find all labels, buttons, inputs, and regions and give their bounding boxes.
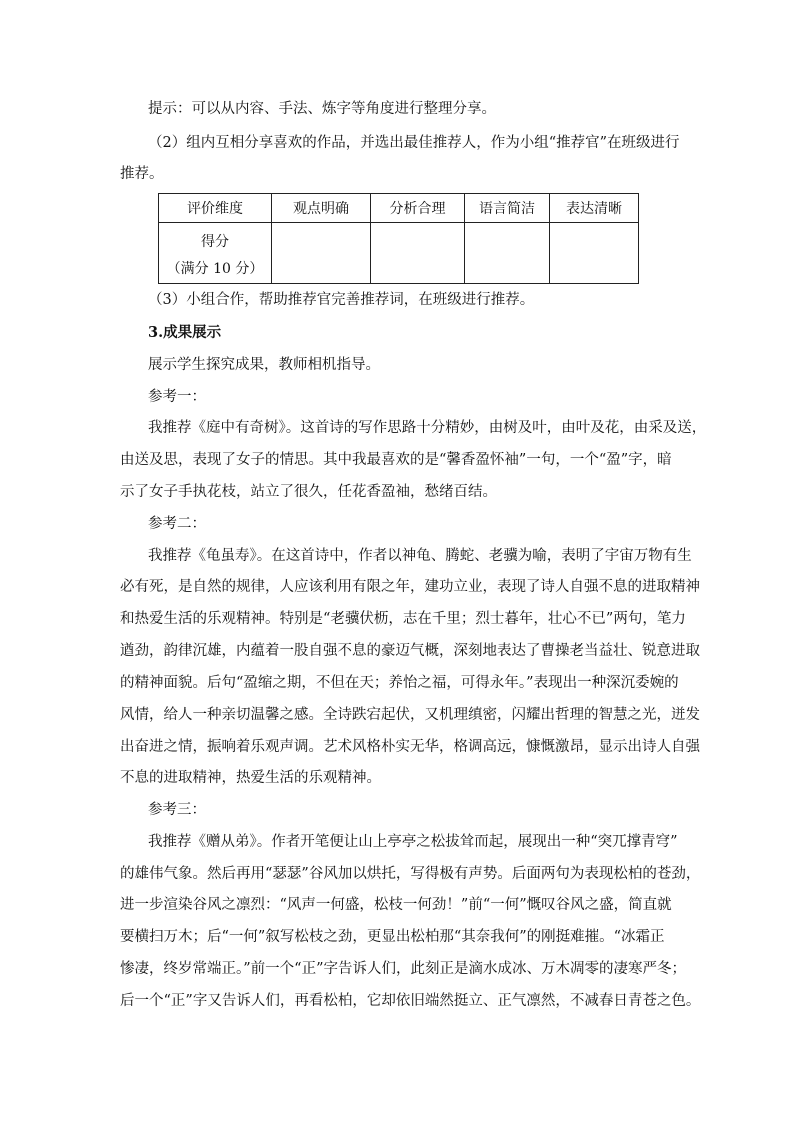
table-header-cell: 表达清晰 — [550, 194, 639, 223]
reference-3-label: 参考三： — [148, 802, 206, 818]
body-line: 不息的进取精神，热爱生活的乐观精神。 — [120, 770, 381, 786]
score-cell — [465, 223, 550, 284]
hint-line: 提示：可以从内容、手法、炼字等角度进行整理分享。 — [148, 101, 496, 117]
evaluation-table — [158, 193, 639, 284]
table-row — [159, 223, 639, 284]
reference-2-label: 参考二： — [148, 516, 206, 532]
body-line: 必有死，是自然的规律，人应该利用有限之年，建功立业，表现了诗人自强不息的进取精神 — [120, 579, 700, 595]
reference-1-label: 参考一： — [148, 389, 206, 405]
score-label-cell — [159, 223, 272, 284]
score-label: 得分 — [201, 234, 229, 250]
section-heading: 3.成果展示 — [148, 324, 222, 341]
body-line: 要横扫万木；后“一何”叙写松枝之劲，更显出松柏那“其奈我何”的刚挺难摧。“冰霜正 — [120, 929, 665, 945]
score-cell — [371, 223, 465, 284]
table-header-cell: 分析合理 — [371, 194, 465, 223]
body-line: 惨凄，终岁常端正。”前一个“正”字告诉人们，此刻正是滴水成冰、万木凋零的凄寒严冬； — [120, 961, 686, 977]
body-line: 我推荐《赠从弟》。作者开笔便让山上亭亭之松拔耸而起，展现出一种“突兀撑青穹” — [148, 834, 678, 850]
table-header-cell: 观点明确 — [272, 194, 371, 223]
step-2-line-1: （2）组内互相分享喜欢的作品，并选出最佳推荐人，作为小组“推荐官”在班级进行 — [148, 135, 680, 151]
body-line: 的雄伟气象。然后再用“瑟瑟”谷风加以烘托，写得极有声势。后面两句为表现松柏的苍劲， — [120, 866, 701, 882]
body-line: 的精神面貌。后句“盈缩之期，不但在天；养怡之福，可得永年。”表现出一种深沉委婉的 — [120, 675, 679, 691]
table-header-row — [159, 194, 639, 223]
body-line: 出奋进之情，振响着乐观声调。艺术风格朴实无华，格调高远，慷慨激昂，显示出诗人自强 — [120, 739, 700, 755]
table-header-cell: 评价维度 — [159, 194, 272, 223]
body-line: 展示学生探究成果，教师相机指导。 — [148, 357, 380, 373]
step-3-line: （3）小组合作，帮助推荐官完善推荐词，在班级进行推荐。 — [148, 292, 535, 308]
body-line: 和热爱生活的乐观精神。特别是“老骥伏枥，志在千里；烈士暮年，壮心不已”两句，笔力 — [120, 611, 686, 627]
body-line: 后一个“正”字又告诉人们，再看松柏，它却依旧端然挺立、正气凛然，不减春日青苍之色。 — [120, 993, 701, 1009]
score-max-label: （满分 10 分） — [166, 261, 264, 277]
body-line: 示了女子手执花枝，站立了很久，任花香盈袖，愁绪百结。 — [120, 484, 497, 500]
table-header-cell: 语言简洁 — [465, 194, 550, 223]
body-line: 进一步渲染谷风之凛烈：“风声一何盛，松枝一何劲！”前“一何”慨叹谷风之盛，简直就 — [120, 897, 672, 913]
body-line: 遒劲，韵律沉雄，内蕴着一股自强不息的豪迈气概，深刻地表达了曹操老当益壮、锐意进取 — [120, 643, 700, 659]
body-line: 我推荐《龟虽寿》。在这首诗中，作者以神龟、腾蛇、老骥为喻，表明了宇宙万物有生 — [148, 548, 692, 564]
step-2-line-2: 推荐。 — [120, 166, 164, 182]
body-line: 我推荐《庭中有奇树》。这首诗的写作思路十分精妙，由树及叶，由叶及花，由采及送， — [148, 420, 707, 436]
body-line: 风情，给人一种亲切温馨之感。全诗跌宕起伏，又机理缜密，闪耀出哲理的智慧之光，迸发 — [120, 707, 700, 723]
score-cell — [272, 223, 371, 284]
score-cell — [550, 223, 639, 284]
body-line: 由送及思，表现了女子的情思。其中我最喜欢的是“馨香盈怀袖”一句，一个“盈”字，暗 — [120, 452, 672, 468]
